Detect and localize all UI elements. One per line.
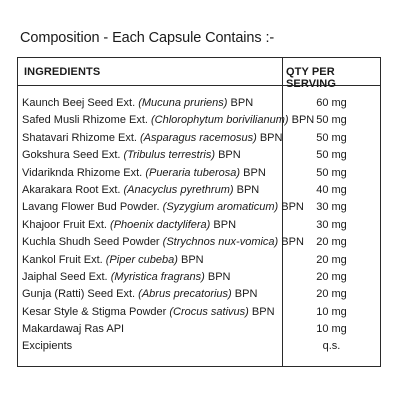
ingredient-cell: Gunja (Ratti) Seed Ext. (Abrus precatorius) BPN (22, 288, 258, 301)
ingredient-cell: Jaiphal Seed Ext. (Myristica fragrans) BPN (22, 270, 231, 283)
table-row (18, 338, 380, 355)
ingredient-cell: Kankol Fruit Ext. (Piper cubeba) BPN (22, 253, 204, 266)
ingredient-cell: Makardawaj Ras API (22, 323, 125, 336)
ingredient-cell: Vidariknda Rhizome Ext. (Pueraria tuberosa) BPN (22, 166, 266, 179)
qty-cell: 30 mg (316, 201, 347, 214)
qty-cell: 50 mg (316, 114, 347, 127)
ingredient-cell: Lavang Flower Bud Powder. (Syzygium aromaticum) BPN (22, 201, 304, 214)
table-row (18, 165, 380, 182)
qty-cell: 10 mg (316, 323, 347, 336)
qty-cell: 20 mg (316, 288, 347, 301)
ingredients-table (17, 57, 381, 367)
table-row (18, 234, 380, 251)
table-row (18, 147, 380, 164)
table-row (18, 95, 380, 112)
ingredient-cell: Kuchla Shudh Seed Powder (Strychnos nux-vomica) BPN (22, 236, 304, 249)
composition-heading: Composition - Each Capsule Contains :- (20, 30, 275, 46)
qty-cell: 40 mg (316, 183, 347, 196)
qty-cell: 30 mg (316, 218, 347, 231)
ingredient-cell: Akarakara Root Ext. (Anacyclus pyrethrum) BPN (22, 183, 260, 196)
table-row (18, 217, 380, 234)
qty-cell: 20 mg (316, 236, 347, 249)
qty-cell: 50 mg (316, 166, 347, 179)
qty-cell: 50 mg (316, 149, 347, 162)
ingredient-cell: Kesar Style & Stigma Powder (Crocus sativus) BPN (22, 305, 275, 318)
qty-cell: 10 mg (316, 305, 347, 318)
table-row (18, 182, 380, 199)
table-row (18, 199, 380, 216)
qty-cell: q.s. (322, 340, 341, 353)
ingredient-cell: Excipients (22, 340, 73, 353)
qty-cell: 20 mg (316, 253, 347, 266)
table-header (18, 58, 380, 90)
table-row (18, 112, 380, 129)
table-body (18, 95, 380, 356)
table-row (18, 252, 380, 269)
ingredient-cell: Gokshura Seed Ext. (Tribulus terrestris) BPN (22, 149, 241, 162)
ingredient-cell: Shatavari Rhizome Ext. (Asparagus racemosus) BPN (22, 131, 283, 144)
table-row (18, 321, 380, 338)
ingredient-cell: Khajoor Fruit Ext. (Phoenix dactylifera) BPN (22, 218, 237, 231)
header-qty-per-serving: QTY PER SERVING (286, 66, 337, 90)
table-row (18, 269, 380, 286)
ingredient-cell: Safed Musli Rhizome Ext. (Chlorophytum borivilianum) BPN (22, 114, 315, 127)
header-ingredients: INGREDIENTS (24, 66, 101, 78)
qty-cell: 50 mg (316, 131, 347, 144)
ingredient-cell: Kaunch Beej Seed Ext. (Mucuna pruriens) BPN (22, 97, 254, 109)
table-row (18, 130, 380, 147)
table-row (18, 286, 380, 303)
table-row (18, 304, 380, 321)
qty-cell: 20 mg (316, 270, 347, 283)
qty-cell: 60 mg (316, 97, 347, 109)
